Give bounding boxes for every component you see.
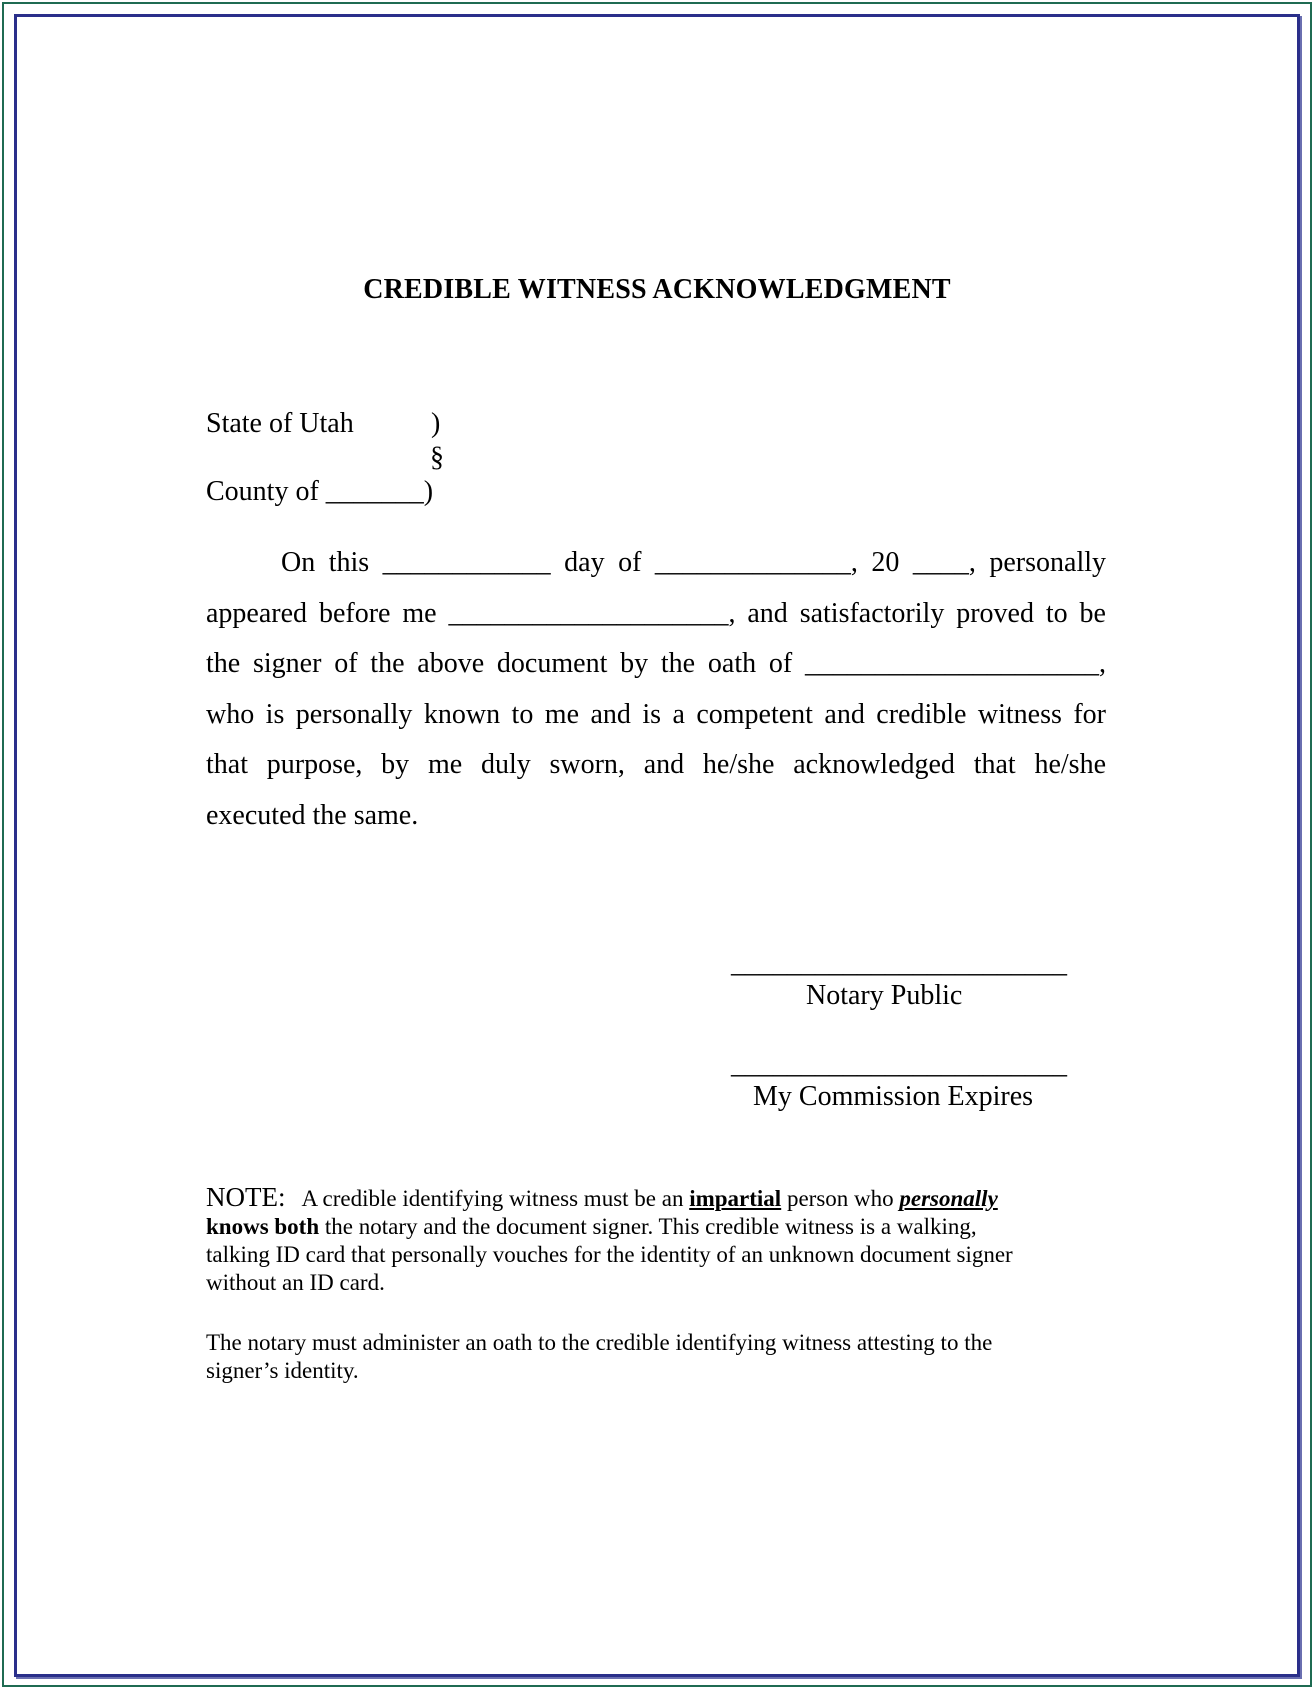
body-line: On this ____________ day of ______________, 20 ____, personally [281,547,1106,578]
body-line: that purpose, by me duly sworn, and he/she acknowledged that he/she [206,749,1106,780]
note-text: person who [786,1186,894,1211]
body-line: executed the same. [206,799,419,831]
state-label: State of Utah [206,408,354,439]
section-symbol: § [430,442,444,473]
note-text: without an ID card. [206,1270,385,1295]
oath-text: The notary must administer an oath to the credible identifying witness attesting to the [206,1330,993,1355]
note-text: talking ID card that personally vouches for the identity of an unknown document signer [206,1242,1013,1267]
body-line: who is personally known to me and is a competent and credible witness for [206,698,1106,730]
commission-expires-label: My Commission Expires [753,1081,1034,1112]
commission-signature-line: ________________________ [731,1049,1067,1080]
county-label: County of _______) [206,476,434,507]
note-paragraph [206,1183,1106,1297]
note-impartial: impartial [689,1186,782,1211]
document-title: CREDIBLE WITNESS ACKNOWLEDGMENT [363,274,951,305]
note-personally: personally [899,1186,998,1211]
notary-public-label: Notary Public [806,980,963,1011]
note-knows-both: knows both [206,1214,320,1239]
acknowledgment-paragraph [206,538,1106,841]
oath-text: signer’s identity. [206,1358,359,1383]
oath-paragraph [206,1329,1106,1385]
body-line: appeared before me ____________________, and satisfactorily proved to be [206,597,1106,629]
state-paren: ) [431,408,441,439]
note-lead: NOTE: [206,1182,286,1212]
note-text: the notary and the document signer. This credible witness is a walking, [324,1214,977,1239]
notary-signature-line: ________________________ [731,948,1067,979]
note-text: A credible identifying witness must be an [301,1186,684,1211]
body-line: the signer of the above document by the oath of _____________________, [206,648,1106,679]
